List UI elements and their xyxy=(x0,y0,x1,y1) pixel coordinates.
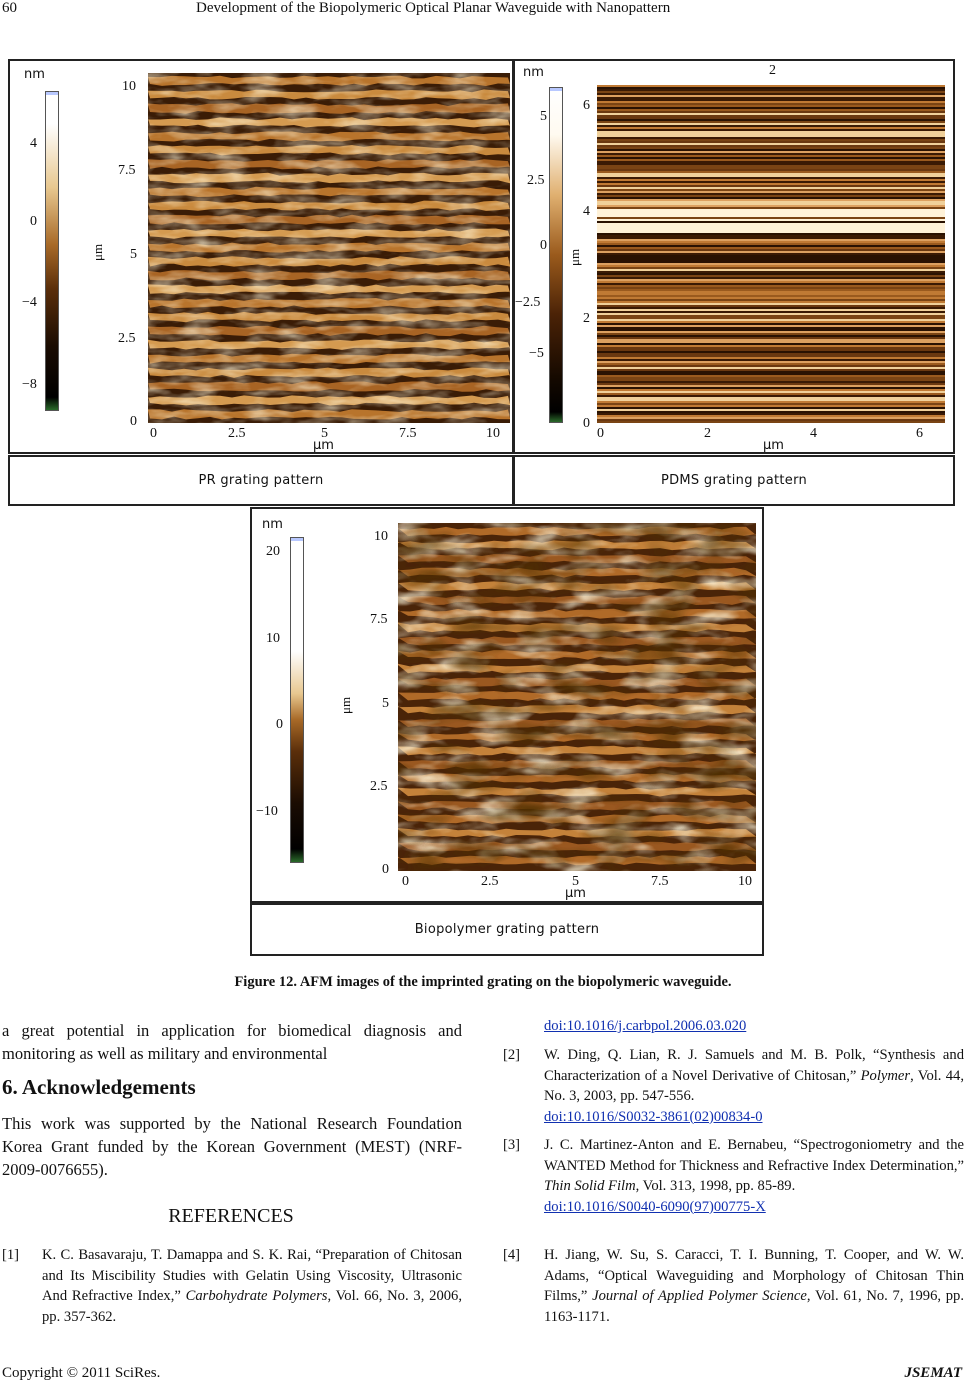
references-heading: REFERENCES xyxy=(168,1205,294,1227)
reference-details: , Vol. 61, No. 7, 1996, pp. 1163-1171. xyxy=(544,1288,964,1325)
x-tick: 2 xyxy=(704,426,711,441)
y-tick: 0 xyxy=(583,416,590,431)
reference-citation: W. Ding, Q. Lian, R. J. Samuels and M. B. Polk, “Synthesis and Characterization of a Novel Derivative of Chitosan,” xyxy=(544,1047,964,1084)
colorbar-tick: −2.5 xyxy=(515,295,541,310)
afm-panel-pdms xyxy=(513,59,955,454)
x-tick: 7.5 xyxy=(651,874,669,889)
reference-item xyxy=(503,1045,963,1140)
section-heading: 6. Acknowledgements xyxy=(2,1075,196,1099)
x-axis-unit: μm xyxy=(313,438,334,453)
x-tick: 5 xyxy=(572,874,579,889)
reference-text xyxy=(544,1245,964,1327)
running-title: Development of the Biopolymeric Optical Planar Waveguide with Nanopattern xyxy=(196,0,671,16)
colorbar-tick: −5 xyxy=(529,346,544,361)
footer-copyright: Copyright © 2011 SciRes. xyxy=(2,1365,161,1381)
x-axis-unit: μm xyxy=(763,438,784,453)
doi-link[interactable]: doi:10.1016/j.carbpol.2006.03.020 xyxy=(544,1018,747,1034)
afm-image-biopolymer xyxy=(398,523,756,871)
reference-text xyxy=(544,1045,964,1127)
x-tick: 4 xyxy=(810,426,817,441)
x-tick: 7.5 xyxy=(399,426,417,441)
panel-top-label: 2 xyxy=(769,63,776,78)
colorbar-unit: nm xyxy=(24,67,45,82)
colorbar-tick: −8 xyxy=(22,377,37,392)
x-tick: 0 xyxy=(402,874,409,889)
colorbar-tick: 5 xyxy=(540,109,547,124)
panel-caption-biopolymer: Biopolymer grating pattern xyxy=(250,903,764,956)
y-tick: 4 xyxy=(583,204,590,219)
y-axis-unit: μm xyxy=(567,248,582,266)
colorbar-tick: −10 xyxy=(256,804,278,819)
y-tick: 2.5 xyxy=(370,779,388,794)
reference-item xyxy=(503,1245,963,1335)
reference-item xyxy=(503,1135,963,1245)
x-tick: 10 xyxy=(486,426,500,441)
intro-paragraph: a great potential in application for biomedical diagnosis and monitoring as well as military and environmental xyxy=(2,1021,462,1063)
colorbar-tick: 2.5 xyxy=(527,173,545,188)
reference-doi-continuation xyxy=(503,1016,963,1038)
reference-details: , Vol. 66, No. 3, 2006, pp. 357-362. xyxy=(42,1288,463,1325)
colorbar-tick: −4 xyxy=(22,295,37,310)
colorbar-tick: 0 xyxy=(30,214,37,229)
colorbar-tick: 0 xyxy=(276,717,283,732)
x-tick: 10 xyxy=(738,874,752,889)
panel-caption-pr: PR grating pattern xyxy=(8,455,514,506)
y-tick: 5 xyxy=(382,696,389,711)
y-tick: 2 xyxy=(583,311,590,326)
reference-journal: Thin Solid Film xyxy=(544,1178,636,1194)
y-tick: 10 xyxy=(374,529,388,544)
x-tick: 0 xyxy=(597,426,604,441)
afm-image-pdms xyxy=(597,85,945,423)
reference-number: [4] xyxy=(503,1247,521,1263)
reference-journal: Polymer xyxy=(860,1067,911,1084)
x-axis-unit: μm xyxy=(565,886,586,901)
reference-text xyxy=(544,1135,964,1217)
reference-citation: K. C. Basavaraju, T. Damappa and S. K. Rai, “Preparation of Chitosan and Its Miscibility Studies with Gelatin Using Viscosity, Ultrasonic And Refractive Index,” xyxy=(42,1247,462,1304)
colorbar xyxy=(549,87,563,423)
y-tick: 0 xyxy=(382,862,389,877)
y-tick: 0 xyxy=(130,414,137,429)
doi-link[interactable]: doi:10.1016/S0040-6090(97)00775-X xyxy=(544,1198,766,1215)
reference-citation: H. Jiang, W. Su, S. Caracci, T. I. Bunning, T. Cooper, and W. W. Adams, “Optical Waveguiding and Morphology of Chitosan Thin Films,” xyxy=(544,1247,964,1304)
doi-link[interactable]: doi:10.1016/S0032-3861(02)00834-0 xyxy=(544,1108,763,1125)
y-tick: 7.5 xyxy=(370,612,388,627)
afm-image-pr xyxy=(148,73,510,423)
colorbar-tick: 0 xyxy=(540,238,547,253)
colorbar xyxy=(290,537,304,863)
reference-text xyxy=(42,1245,462,1327)
colorbar-unit: nm xyxy=(523,65,544,80)
afm-panel-biopolymer xyxy=(250,507,764,903)
x-tick: 0 xyxy=(150,426,157,441)
reference-journal: Carbohydrate Polymers xyxy=(185,1288,328,1304)
reference-journal: Journal of Applied Polymer Science xyxy=(592,1288,807,1304)
reference-number: [2] xyxy=(503,1047,521,1063)
page-number: 60 xyxy=(2,0,17,16)
x-tick: 5 xyxy=(321,426,328,441)
panel-caption-pdms: PDMS grating pattern xyxy=(513,455,955,506)
y-tick: 7.5 xyxy=(118,163,136,178)
x-tick: 6 xyxy=(916,426,923,441)
colorbar-unit: nm xyxy=(262,517,283,532)
y-tick: 5 xyxy=(130,247,137,262)
reference-details: , Vol. 44, No. 3, 2003, pp. 547-556. xyxy=(544,1067,964,1104)
y-axis-unit: μm xyxy=(338,696,353,714)
reference-number: [1] xyxy=(2,1247,20,1263)
reference-number: [3] xyxy=(503,1137,521,1153)
colorbar xyxy=(45,91,59,411)
colorbar-tick: 10 xyxy=(266,631,280,646)
afm-panel-pr xyxy=(8,59,514,454)
x-tick: 2.5 xyxy=(228,426,246,441)
colorbar-tick: 20 xyxy=(266,544,280,559)
y-tick: 6 xyxy=(583,98,590,113)
x-tick: 2.5 xyxy=(481,874,499,889)
acknowledgement-paragraph: This work was supported by the National Research Foundation Korea Grant funded by the Korean Government (MEST) (NRF-2009-0076655). xyxy=(2,1114,462,1179)
y-tick: 2.5 xyxy=(118,331,136,346)
colorbar-tick: 4 xyxy=(30,136,37,151)
footer-journal: JSEMAT xyxy=(904,1365,962,1381)
reference-item xyxy=(2,1245,462,1335)
y-axis-unit: μm xyxy=(90,243,105,261)
reference-details: , Vol. 313, 1998, pp. 85-89. xyxy=(635,1178,796,1194)
reference-citation: J. C. Martinez-Anton and E. Bernabeu, “Spectrogoniometry and the WANTED Method for Thickness and Refractive Index Determination,” xyxy=(544,1137,964,1174)
y-tick: 10 xyxy=(122,79,136,94)
figure-caption: Figure 12. AFM images of the imprinted grating on the biopolymeric waveguide. xyxy=(234,974,732,990)
